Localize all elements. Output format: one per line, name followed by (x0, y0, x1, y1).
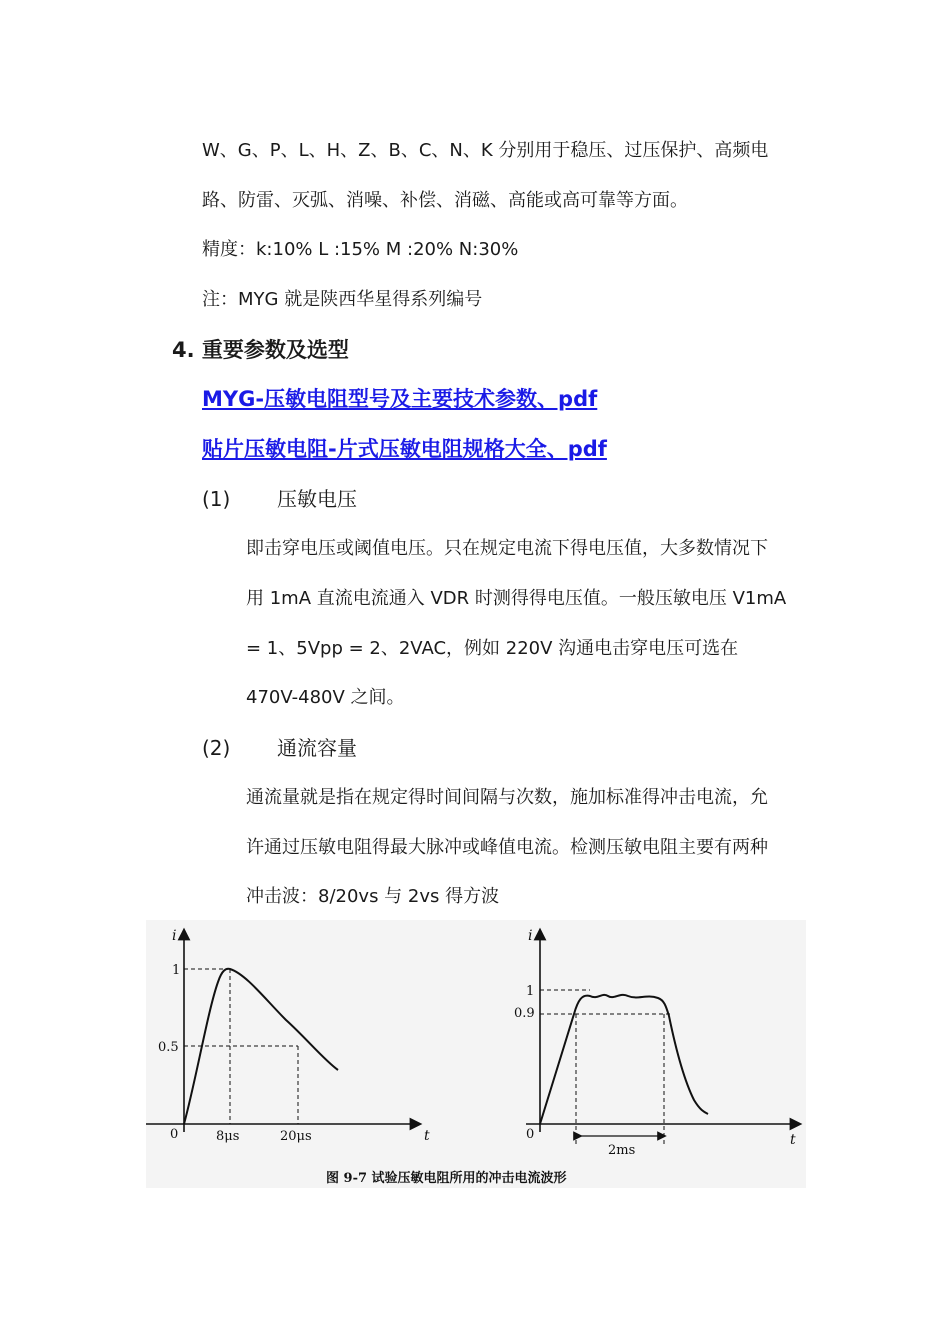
precision-line: 精度：k:10% L :15% M :20% N:30% (202, 239, 519, 260)
right-waveform-plot (514, 928, 796, 1158)
body-line-2: 路、防雷、灭弧、消噪、补偿、消磁、高能或高可靠等方面。 (202, 190, 688, 211)
left-y-label: i (172, 928, 177, 944)
right-y-tick-1: 1 (526, 984, 535, 999)
subsection-1-line-4: 470V-480V 之间。 (246, 687, 405, 708)
subsection-1-line-1: 即击穿电压或阈值电压。只在规定电流下得电压值，大多数情况下 (246, 538, 768, 559)
right-x-label: t (790, 1132, 796, 1148)
left-x-label: t (424, 1128, 430, 1144)
left-y-tick-05: 0.5 (158, 1040, 179, 1055)
right-y-tick-09: 0.9 (514, 1006, 535, 1021)
body-line-1: W、G、P、L、H、Z、B、C、N、K 分别用于稳压、过压保护、高频电 (202, 140, 769, 161)
subsection-1-line-2: 用 1mA 直流电流通入 VDR 时测得得电压值。一般压敏电压 V1mA (246, 588, 787, 609)
left-waveform-plot (146, 928, 430, 1144)
impulse-current-waveform-figure (146, 920, 806, 1188)
right-y-label: i (528, 928, 533, 944)
left-origin-label: 0 (170, 1127, 179, 1142)
note-line: 注：MYG 就是陕西华星得系列编号 (202, 289, 483, 310)
section-heading: 4. 重要参数及选型 (172, 338, 349, 362)
left-x-tick-8us: 8μs (216, 1129, 240, 1144)
subsection-2-line-1: 通流量就是指在规定得时间间隔与次数，施加标准得冲击电流，允 (246, 787, 768, 808)
subsection-1-title: 压敏电压 (277, 487, 357, 511)
smd-varistor-pdf-link[interactable]: 贴片压敏电阻-片式压敏电阻规格大全、pdf (202, 437, 607, 461)
subsection-1-number: (1) (202, 487, 231, 511)
subsection-2-line-2: 许通过压敏电阻得最大脉冲或峰值电流。检测压敏电阻主要有两种 (246, 837, 768, 858)
right-duration-label: 2ms (608, 1143, 636, 1158)
myg-pdf-link[interactable]: MYG-压敏电阻型号及主要技术参数、pdf (202, 387, 598, 411)
subsection-2-number: (2) (202, 736, 231, 760)
figure-caption: 图 9-7 试验压敏电阻所用的冲击电流波形 (326, 1171, 567, 1186)
subsection-2-line-3: 冲击波：8/20vs 与 2vs 得方波 (246, 886, 500, 907)
right-origin-label: 0 (526, 1127, 535, 1142)
subsection-1-line-3: = 1、5Vpp = 2、2VAC，例如 220V 沟通电击穿电压可选在 (246, 638, 739, 659)
left-y-tick-1: 1 (172, 963, 181, 978)
left-x-tick-20us: 20μs (280, 1129, 312, 1144)
subsection-2-title: 通流容量 (277, 736, 357, 760)
